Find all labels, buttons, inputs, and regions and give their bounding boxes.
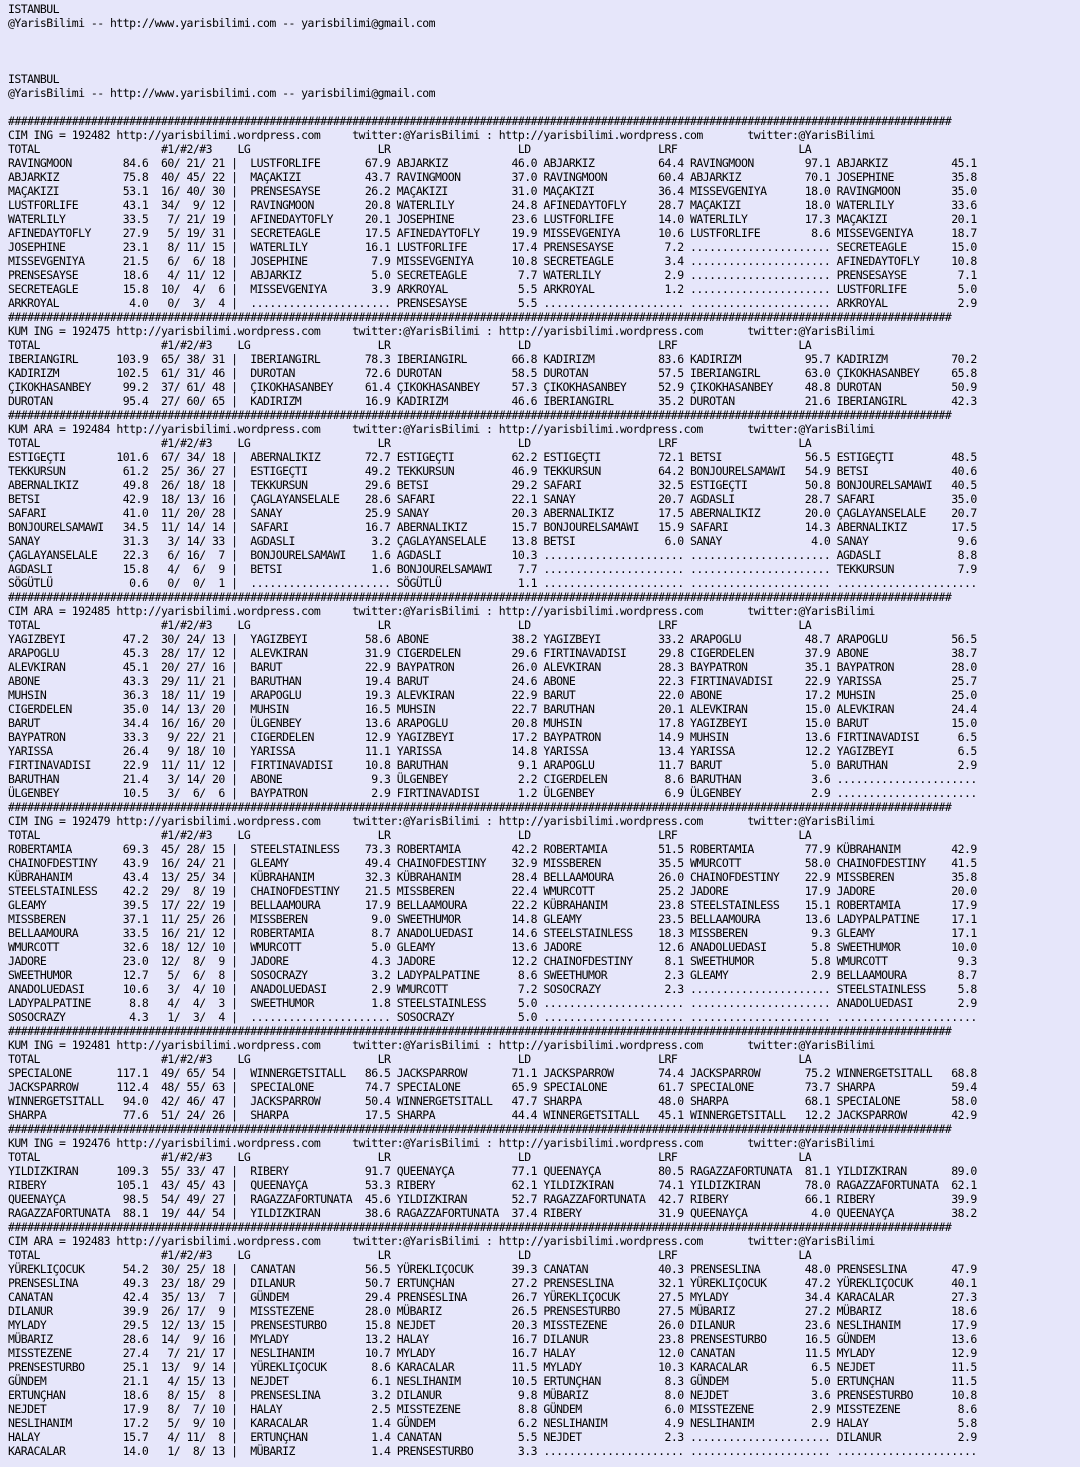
separator-line: #################################################################################################################################################### [8,114,952,128]
text-line: @YarisBilimi -- http://www.yarisbilimi.com -- yarisbilimi@gmail.com [8,86,436,100]
blank-line [8,100,1080,114]
table-row: ARAPOGLU 45.3 28/ 17/ 12 | ALEVKIRAN 31.9 CIGERDELEN 29.6 FIRTINAVADISI 29.8 CIGERDELEN 37.9 ABONE 38.7 [8,646,977,660]
table-row: AFINEDAYTOFLY 27.9 5/ 19/ 31 | SECRETEAGLE 17.5 AFINEDAYTOFLY 19.9 MISSEVGENIYA 10.6 LUSTFORLIFE 8.6 MISSEVGENIYA 18.7 [8,226,977,240]
table-row: SECRETEAGLE 15.8 10/ 4/ 6 | MISSEVGENIYA 3.9 ARKROYAL 5.5 ARKROYAL 1.2 ...................... LUSTFORLIFE 5.0 [8,282,977,296]
table-row: NEJDET 17.9 8/ 7/ 10 | HALAY 2.5 MISSTEZENE 8.8 GÜNDEM 6.0 MISSTEZENE 2.9 MISSTEZENE 8.6 [8,1402,977,1416]
table-row: BARUTHAN 21.4 3/ 14/ 20 | ABONE 9.3 ÜLGENBEY 2.2 CIGERDELEN 8.6 BARUTHAN 3.6 ...................... [8,772,977,786]
table-row: SOSOCRAZY 4.3 1/ 3/ 4 | ...................... SOSOCRAZY 5.0 ...................... ...................... ...................... [8,1010,977,1024]
table-row: MISSTEZENE 27.4 7/ 21/ 17 | NESLIHANIM 10.7 MYLADY 16.7 HALAY 12.0 CANATAN 11.5 MYLADY 12.9 [8,1346,977,1360]
separator-line: #################################################################################################################################################### [8,1220,952,1234]
table-row: KÜBRAHANIM 43.4 13/ 25/ 34 | KÜBRAHANIM 32.3 KÜBRAHANIM 28.4 BELLAAMOURA 26.0 CHAINOFDESTINY 22.9 MISSBEREN 35.8 [8,870,977,884]
table-row: MAÇAKIZI 53.1 16/ 40/ 30 | PRENSESAYSE 26.2 MAÇAKIZI 31.0 MAÇAKIZI 36.4 MISSEVGENIYA 18.0 RAVINGMOON 35.0 [8,184,977,198]
table-row: RAVINGMOON 84.6 60/ 21/ 21 | LUSTFORLIFE 67.9 ABJARKIZ 46.0 ABJARKIZ 64.4 RAVINGMOON 97.1 ABJARKIZ 45.1 [8,156,977,170]
race-header-line: CIM ARA = 192485 http://yarisbilimi.wordpress.com twitter:@YarisBilimi : http://yarisbilimi.wordpress.com twitter:@YarisBilimi [8,604,875,618]
table-row: MISSEVGENIYA 21.5 6/ 6/ 18 | JOSEPHINE 7.9 MISSEVGENIYA 10.8 SECRETEAGLE 3.4 ...................... AFINEDAYTOFLY 10.8 [8,254,977,268]
column-header-line: TOTAL #1/#2/#3 LG LR LD LRF LA [8,1150,812,1164]
table-row: DUROTAN 95.4 27/ 60/ 65 | KADIRIZM 16.9 KADIRIZM 46.6 IBERIANGIRL 35.2 DUROTAN 21.6 IBERIANGIRL 42.3 [8,394,977,408]
table-row: ESTIGEÇTI 101.6 67/ 34/ 18 | ABERNALIKIZ 72.7 ESTIGEÇTI 62.2 ESTIGEÇTI 72.1 BETSI 56.5 ESTIGEÇTI 48.5 [8,450,977,464]
blank-line [8,58,1080,72]
separator-line: #################################################################################################################################################### [8,1122,952,1136]
table-row: SAFARI 41.0 11/ 20/ 28 | SANAY 25.9 SANAY 20.3 ABERNALIKIZ 17.5 ABERNALIKIZ 20.0 ÇAGLAYANSELALE 20.7 [8,506,977,520]
table-row: STEELSTAINLESS 42.2 29/ 8/ 19 | CHAINOFDESTINY 21.5 MISSBEREN 22.4 WMURCOTT 25.2 JADORE 17.9 JADORE 20.0 [8,884,977,898]
table-row: SÖGÜTLÜ 0.6 0/ 0/ 1 | ...................... SÖGÜTLÜ 1.1 ...................... ...................... ...................... [8,576,977,590]
separator-line: #################################################################################################################################################### [8,1024,952,1038]
table-row: SANAY 31.3 3/ 14/ 33 | AGDASLI 3.2 ÇAGLAYANSELALE 13.8 BETSI 6.0 SANAY 4.0 SANAY 9.6 [8,534,977,548]
table-row: CHAINOFDESTINY 43.9 16/ 24/ 21 | GLEAMY 49.4 CHAINOFDESTINY 32.9 MISSBEREN 35.5 WMURCOTT 58.0 CHAINOFDESTINY 41.5 [8,856,977,870]
table-row: LADYPALPATINE 8.8 4/ 4/ 3 | SWEETHUMOR 1.8 STEELSTAINLESS 5.0 ...................... ...................... ANADOLUEDASI 2.9 [8,996,977,1010]
table-row: WATERLILY 33.5 7/ 21/ 19 | AFINEDAYTOFLY 20.1 JOSEPHINE 23.6 LUSTFORLIFE 14.0 WATERLILY 17.3 MAÇAKIZI 20.1 [8,212,977,226]
column-header-line: TOTAL #1/#2/#3 LG LR LD LRF LA [8,338,812,352]
table-row: PRENSESTURBO 25.1 13/ 9/ 14 | YÜREKLIÇOCUK 8.6 KARACALAR 11.5 MYLADY 10.3 KARACALAR 6.5 NEJDET 11.5 [8,1360,977,1374]
table-row: FIRTINAVADISI 22.9 11/ 11/ 12 | FIRTINAVADISI 10.8 BARUTHAN 9.1 ARAPOGLU 11.7 BARUT 5.0 BARUTHAN 2.9 [8,758,977,772]
table-row: RAGAZZAFORTUNATA 88.1 19/ 44/ 54 | YILDIZKIRAN 38.6 RAGAZZAFORTUNATA 37.4 RIBERY 31.9 QUEENAYÇA 4.0 QUEENAYÇA 38.2 [8,1206,977,1220]
separator-line: #################################################################################################################################################### [8,590,952,604]
table-row: ÇAGLAYANSELALE 22.3 6/ 16/ 7 | BONJOURELSAMAWI 1.6 AGDASLI 10.3 ...................... ...................... AGDASLI 8.8 [8,548,977,562]
column-header-line: TOTAL #1/#2/#3 LG LR LD LRF LA [8,1052,812,1066]
table-row: MUHSIN 36.3 18/ 11/ 19 | ARAPOGLU 19.3 ALEVKIRAN 22.9 BARUT 22.0 ABONE 17.2 MUHSIN 25.0 [8,688,977,702]
table-row: SHARPA 77.6 51/ 24/ 26 | SHARPA 17.5 SHARPA 44.4 WINNERGETSITALL 45.1 WINNERGETSITALL 12.2 JACKSPARROW 42.9 [8,1108,977,1122]
table-row: ROBERTAMIA 69.3 45/ 28/ 15 | STEELSTAINLESS 73.3 ROBERTAMIA 42.2 ROBERTAMIA 51.5 ROBERTAMIA 77.9 KÜBRAHANIM 42.9 [8,842,977,856]
text-line: ISTANBUL [8,2,59,16]
table-row: MISSBEREN 37.1 11/ 25/ 26 | MISSBEREN 9.0 SWEETHUMOR 14.8 GLEAMY 23.5 BELLAAMOURA 13.6 LADYPALPATINE 17.1 [8,912,977,926]
table-row: WMURCOTT 32.6 18/ 12/ 10 | WMURCOTT 5.0 GLEAMY 13.6 JADORE 12.6 ANADOLUEDASI 5.8 SWEETHUMOR 10.0 [8,940,977,954]
table-row: GÜNDEM 21.1 4/ 15/ 13 | NEJDET 6.1 NESLIHANIM 10.5 ERTUNÇHAN 8.3 GÜNDEM 5.0 ERTUNÇHAN 11.5 [8,1374,977,1388]
table-row: WINNERGETSITALL 94.0 42/ 46/ 47 | JACKSPARROW 50.4 WINNERGETSITALL 47.7 SHARPA 48.0 SHARPA 68.1 SPECIALONE 58.0 [8,1094,977,1108]
table-row: DILANUR 39.9 26/ 17/ 9 | MISSTEZENE 28.0 MÜBARIZ 26.5 PRENSESTURBO 27.5 MÜBARIZ 27.2 MÜBARIZ 18.6 [8,1304,977,1318]
table-row: BELLAAMOURA 33.5 16/ 21/ 12 | ROBERTAMIA 8.7 ANADOLUEDASI 14.6 STEELSTAINLESS 18.3 MISSBEREN 9.3 GLEAMY 17.1 [8,926,977,940]
table-row: BONJOURELSAMAWI 34.5 11/ 14/ 14 | SAFARI 16.7 ABERNALIKIZ 15.7 BONJOURELSAMAWI 15.9 SAFARI 14.3 ABERNALIKIZ 17.5 [8,520,977,534]
table-row: PRENSESAYSE 18.6 4/ 11/ 12 | ABJARKIZ 5.0 SECRETEAGLE 7.7 WATERLILY 2.9 ...................... PRENSESAYSE 7.1 [8,268,977,282]
race-header-line: KUM ING = 192476 http://yarisbilimi.wordpress.com twitter:@YarisBilimi : http://yarisbilimi.wordpress.com twitter:@YarisBilimi [8,1136,875,1150]
table-row: JOSEPHINE 23.1 8/ 11/ 15 | WATERLILY 16.1 LUSTFORLIFE 17.4 PRENSESAYSE 7.2 ...................... SECRETEAGLE 15.0 [8,240,977,254]
race-header-line: CIM ARA = 192483 http://yarisbilimi.wordpress.com twitter:@YarisBilimi : http://yarisbilimi.wordpress.com twitter:@YarisBilimi [8,1234,875,1248]
table-row: LUSTFORLIFE 43.1 34/ 9/ 12 | RAVINGMOON 20.8 WATERLILY 24.8 AFINEDAYTOFLY 28.7 MAÇAKIZI 18.0 WATERLILY 33.6 [8,198,977,212]
column-header-line: TOTAL #1/#2/#3 LG LR LD LRF LA [8,828,812,842]
blank-line [8,30,1080,44]
table-row: BETSI 42.9 18/ 13/ 16 | ÇAGLAYANSELALE 28.6 SAFARI 22.1 SANAY 20.7 AGDASLI 28.7 SAFARI 35.0 [8,492,977,506]
table-row: CANATAN 42.4 35/ 13/ 7 | GÜNDEM 29.4 PRENSESLINA 26.7 YÜREKLIÇOCUK 27.5 MYLADY 34.4 KARACALAR 27.3 [8,1290,977,1304]
table-row: ÇIKOKHASANBEY 99.2 37/ 61/ 48 | ÇIKOKHASANBEY 61.4 ÇIKOKHASANBEY 57.3 ÇIKOKHASANBEY 52.9 ÇIKOKHASANBEY 48.8 DUROTAN 50.9 [8,380,977,394]
table-row: BAYPATRON 33.3 9/ 22/ 21 | CIGERDELEN 12.9 YAGIZBEYI 17.2 BAYPATRON 14.9 MUHSIN 13.6 FIRTINAVADISI 6.5 [8,730,977,744]
table-row: YILDIZKIRAN 109.3 55/ 33/ 47 | RIBERY 91.7 QUEENAYÇA 77.1 QUEENAYÇA 80.5 RAGAZZAFORTUNATA 81.1 YILDIZKIRAN 89.0 [8,1164,977,1178]
table-row: QUEENAYÇA 98.5 54/ 49/ 27 | RAGAZZAFORTUNATA 45.6 YILDIZKIRAN 52.7 RAGAZZAFORTUNATA 42.7 RIBERY 66.1 RIBERY 39.9 [8,1192,977,1206]
separator-line: #################################################################################################################################################### [8,800,952,814]
separator-line: #################################################################################################################################################### [8,310,952,324]
table-row: GLEAMY 39.5 17/ 22/ 19 | BELLAAMOURA 17.9 BELLAAMOURA 22.2 KÜBRAHANIM 23.8 STEELSTAINLESS 15.1 ROBERTAMIA 17.9 [8,898,977,912]
race-header-line: KUM ING = 192475 http://yarisbilimi.wordpress.com twitter:@YarisBilimi : http://yarisbilimi.wordpress.com twitter:@YarisBilimi [8,324,875,338]
column-header-line: TOTAL #1/#2/#3 LG LR LD LRF LA [8,618,812,632]
table-row: PRENSESLINA 49.3 23/ 18/ 29 | DILANUR 50.7 ERTUNÇHAN 27.2 PRENSESLINA 32.1 YÜREKLIÇOCUK 47.2 YÜREKLIÇOCUK 40.1 [8,1276,977,1290]
table-row: JADORE 23.0 12/ 8/ 9 | JADORE 4.3 JADORE 12.2 CHAINOFDESTINY 8.1 SWEETHUMOR 5.8 WMURCOTT 9.3 [8,954,977,968]
text-line: @YarisBilimi -- http://www.yarisbilimi.com -- yarisbilimi@gmail.com [8,16,436,30]
separator-line: #################################################################################################################################################### [8,408,952,422]
table-row: KARACALAR 14.0 1/ 8/ 13 | MÜBARIZ 1.4 PRENSESTURBO 3.3 ...................... ...................... ...................... [8,1444,977,1458]
table-row: TEKKURSUN 61.2 25/ 36/ 27 | ESTIGEÇTI 49.2 TEKKURSUN 46.9 TEKKURSUN 64.2 BONJOURELSAMAWI 54.9 BETSI 40.6 [8,464,977,478]
table-row: RIBERY 105.1 43/ 45/ 43 | QUEENAYÇA 53.3 RIBERY 62.1 YILDIZKIRAN 74.1 YILDIZKIRAN 78.0 RAGAZZAFORTUNATA 62.1 [8,1178,977,1192]
table-row: KADIRIZM 102.5 61/ 31/ 46 | DUROTAN 72.6 DUROTAN 58.5 DUROTAN 57.5 IBERIANGIRL 63.0 ÇIKOKHASANBEY 65.8 [8,366,977,380]
table-row: ARKROYAL 4.0 0/ 3/ 4 | ...................... PRENSESAYSE 5.5 ...................... ...................... ARKROYAL 2.9 [8,296,977,310]
table-row: ÜLGENBEY 10.5 3/ 6/ 6 | BAYPATRON 2.9 FIRTINAVADISI 1.2 ÜLGENBEY 6.9 ÜLGENBEY 2.9 ...................... [8,786,977,800]
race-header-line: KUM ARA = 192484 http://yarisbilimi.wordpress.com twitter:@YarisBilimi : http://yarisbilimi.wordpress.com twitter:@YarisBilimi [8,422,875,436]
table-row: JACKSPARROW 112.4 48/ 55/ 63 | SPECIALONE 74.7 SPECIALONE 65.9 SPECIALONE 61.7 SPECIALONE 73.7 SHARPA 59.4 [8,1080,977,1094]
table-row: NESLIHANIM 17.2 5/ 9/ 10 | KARACALAR 1.4 GÜNDEM 6.2 NESLIHANIM 4.9 NESLIHANIM 2.9 HALAY 5.8 [8,1416,977,1430]
table-row: SWEETHUMOR 12.7 5/ 6/ 8 | SOSOCRAZY 3.2 LADYPALPATINE 8.6 SWEETHUMOR 2.3 GLEAMY 2.9 BELLAAMOURA 8.7 [8,968,977,982]
column-header-line: TOTAL #1/#2/#3 LG LR LD LRF LA [8,142,812,156]
table-row: ABJARKIZ 75.8 40/ 45/ 22 | MAÇAKIZI 43.7 RAVINGMOON 37.0 RAVINGMOON 60.4 ABJARKIZ 70.1 JOSEPHINE 35.8 [8,170,977,184]
race-header-line: CIM ING = 192482 http://yarisbilimi.wordpress.com twitter:@YarisBilimi : http://yarisbilimi.wordpress.com twitter:@YarisBilimi [8,128,875,142]
table-row: BARUT 34.4 16/ 16/ 20 | ÜLGENBEY 13.6 ARAPOGLU 20.8 MUHSIN 17.8 YAGIZBEYI 15.0 BARUT 15.0 [8,716,977,730]
table-row: ABONE 43.3 29/ 11/ 21 | BARUTHAN 19.4 BARUT 24.6 ABONE 22.3 FIRTINAVADISI 22.9 YARISSA 25.7 [8,674,977,688]
table-row: CIGERDELEN 35.0 14/ 13/ 20 | MUHSIN 16.5 MUHSIN 22.7 BARUTHAN 20.1 ALEVKIRAN 15.0 ALEVKIRAN 24.4 [8,702,977,716]
table-row: ANADOLUEDASI 10.6 3/ 4/ 10 | ANADOLUEDASI 2.9 WMURCOTT 7.2 SOSOCRAZY 2.3 ...................... STEELSTAINLESS 5.8 [8,982,977,996]
table-row: HALAY 15.7 4/ 11/ 8 | ERTUNÇHAN 1.4 CANATAN 5.5 NEJDET 2.3 ...................... DILANUR 2.9 [8,1430,977,1444]
table-row: YÜREKLIÇOCUK 54.2 30/ 25/ 18 | CANATAN 56.5 YÜREKLIÇOCUK 39.3 CANATAN 40.3 PRENSESLINA 48.0 PRENSESLINA 47.9 [8,1262,977,1276]
table-row: AGDASLI 15.8 4/ 6/ 9 | BETSI 1.6 BONJOURELSAMAWI 7.7 ...................... ...................... TEKKURSUN 7.9 [8,562,977,576]
table-row: YAGIZBEYI 47.2 30/ 24/ 13 | YAGIZBEYI 58.6 ABONE 38.2 YAGIZBEYI 33.2 ARAPOGLU 48.7 ARAPOGLU 56.5 [8,632,977,646]
table-row: ALEVKIRAN 45.1 20/ 27/ 16 | BARUT 22.9 BAYPATRON 26.0 ALEVKIRAN 28.3 BAYPATRON 35.1 BAYPATRON 28.0 [8,660,977,674]
table-row: ABERNALIKIZ 49.8 26/ 18/ 18 | TEKKURSUN 29.6 BETSI 29.2 SAFARI 32.5 ESTIGEÇTI 50.8 BONJOURELSAMAWI 40.5 [8,478,977,492]
race-header-line: CIM ING = 192479 http://yarisbilimi.wordpress.com twitter:@YarisBilimi : http://yarisbilimi.wordpress.com twitter:@YarisBilimi [8,814,875,828]
table-row: MYLADY 29.5 12/ 13/ 15 | PRENSESTURBO 15.8 NEJDET 20.3 MISSTEZENE 26.0 DILANUR 23.6 NESLIHANIM 17.9 [8,1318,977,1332]
table-row: MÜBARIZ 28.6 14/ 9/ 16 | MYLADY 13.2 HALAY 16.7 DILANUR 23.8 PRENSESTURBO 16.5 GÜNDEM 13.6 [8,1332,977,1346]
table-row: IBERIANGIRL 103.9 65/ 38/ 31 | IBERIANGIRL 78.3 IBERIANGIRL 66.8 KADIRIZM 83.6 KADIRIZM 95.7 KADIRIZM 70.2 [8,352,977,366]
text-line: ISTANBUL [8,72,59,86]
table-row: ERTUNÇHAN 18.6 8/ 15/ 8 | PRENSESLINA 3.2 DILANUR 9.8 MÜBARIZ 8.0 NEJDET 3.6 PRENSESTURBO 10.8 [8,1388,977,1402]
column-header-line: TOTAL #1/#2/#3 LG LR LD LRF LA [8,436,812,450]
column-header-line: TOTAL #1/#2/#3 LG LR LD LRF LA [8,1248,812,1262]
table-row: SPECIALONE 117.1 49/ 65/ 54 | WINNERGETSITALL 86.5 JACKSPARROW 71.1 JACKSPARROW 74.4 JACKSPARROW 75.2 WINNERGETSITALL 68.8 [8,1066,977,1080]
table-row: YARISSA 26.4 9/ 18/ 10 | YARISSA 11.1 YARISSA 14.8 YARISSA 13.4 YARISSA 12.2 YAGIZBEYI 6.5 [8,744,977,758]
blank-line [8,44,1080,58]
race-header-line: KUM ING = 192481 http://yarisbilimi.wordpress.com twitter:@YarisBilimi : http://yarisbilimi.wordpress.com twitter:@YarisBilimi [8,1038,875,1052]
